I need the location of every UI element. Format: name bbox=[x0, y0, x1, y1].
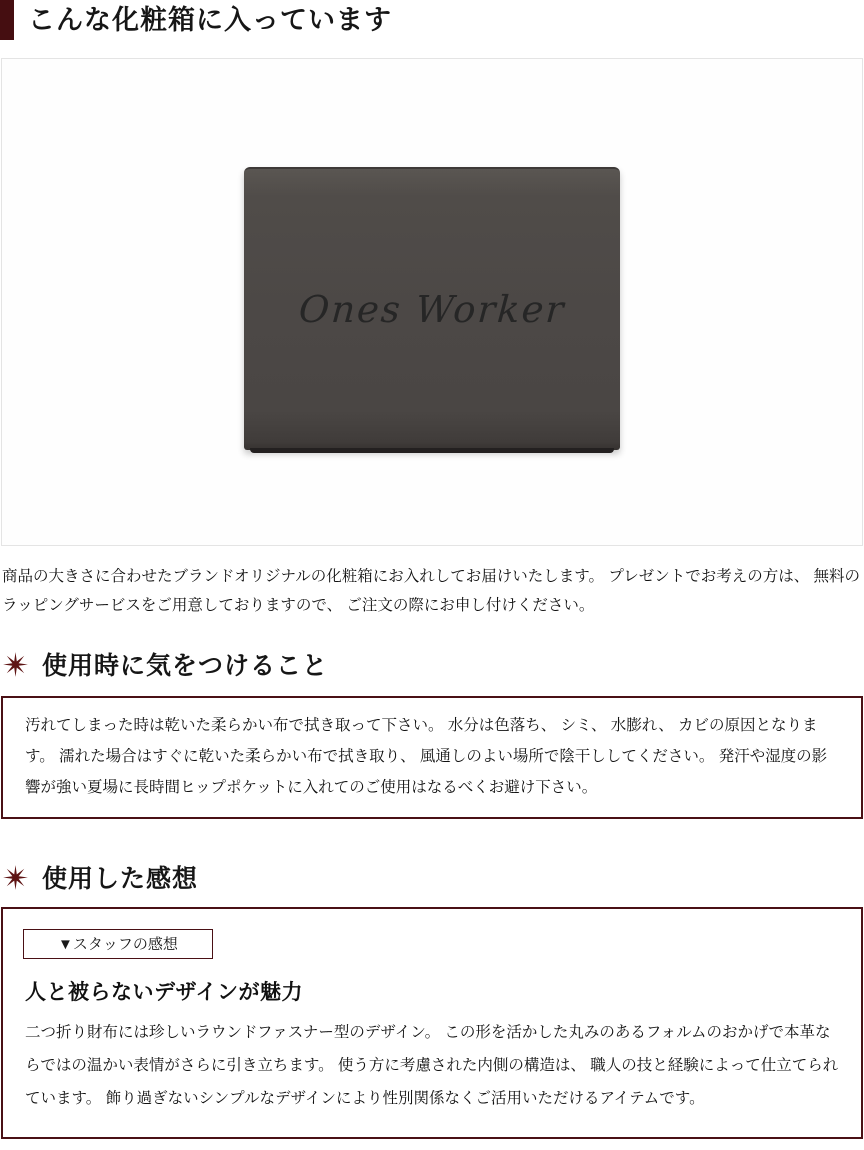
title-accent-bar bbox=[0, 0, 14, 40]
page-title: こんな化粧箱に入っています bbox=[28, 5, 392, 35]
starburst-icon bbox=[2, 651, 29, 678]
staff-review-box bbox=[1, 907, 863, 1139]
staff-review-label: ▼スタッフの感想 bbox=[23, 929, 213, 959]
care-section-title: 使用時に気をつけること bbox=[42, 653, 329, 680]
review-body-text: 二つ折り財布には珍しいラウンドファスナー型のデザイン。 この形を活かした丸みのあるフォルムのおかげで本革ならではの温かい表情がさらに引き立ちます。 使う方に考慮された内側の構造は、 職人の技と経験によって仕立てられています。 飾り過ぎないシンプルなデザインにより性別関係なくご活用いただけるアイテムです。 bbox=[25, 1024, 839, 1107]
starburst-icon bbox=[2, 864, 29, 891]
review-section-title: 使用した感想 bbox=[42, 866, 199, 893]
gift-box-image bbox=[244, 167, 620, 450]
intro-paragraph: 商品の大きさに合わせたブランドオリジナルの化粧箱にお入れしてお届けいたします。 プレゼントでお考えの方は、 無料のラッピングサービスをご用意しておりますので、 ご注文の際にお申し付けください。 bbox=[2, 568, 861, 614]
review-section-heading-row bbox=[2, 859, 864, 895]
care-instructions-box bbox=[1, 696, 863, 819]
product-photo-panel bbox=[1, 58, 863, 546]
brand-logo-text: Ones Worker bbox=[297, 287, 567, 331]
care-instructions-text: 汚れてしまった時は乾いた柔らかい布で拭き取って下さい。 水分は色落ち、 シミ、 水膨れ、 カビの原因となります。 濡れた場合はすぐに乾いた柔らかい布で拭き取り、 風通しのよい場所で陰干ししてください。 発汗や湿度の影響が強い夏場に長時間ヒップポケットに入れてのご使用はなるべくお避け下さい。 bbox=[25, 717, 828, 796]
page-title-row bbox=[0, 0, 864, 40]
care-section-heading-row bbox=[2, 646, 864, 682]
review-subheading: 人と被らないデザインが魅力 bbox=[25, 981, 304, 1004]
